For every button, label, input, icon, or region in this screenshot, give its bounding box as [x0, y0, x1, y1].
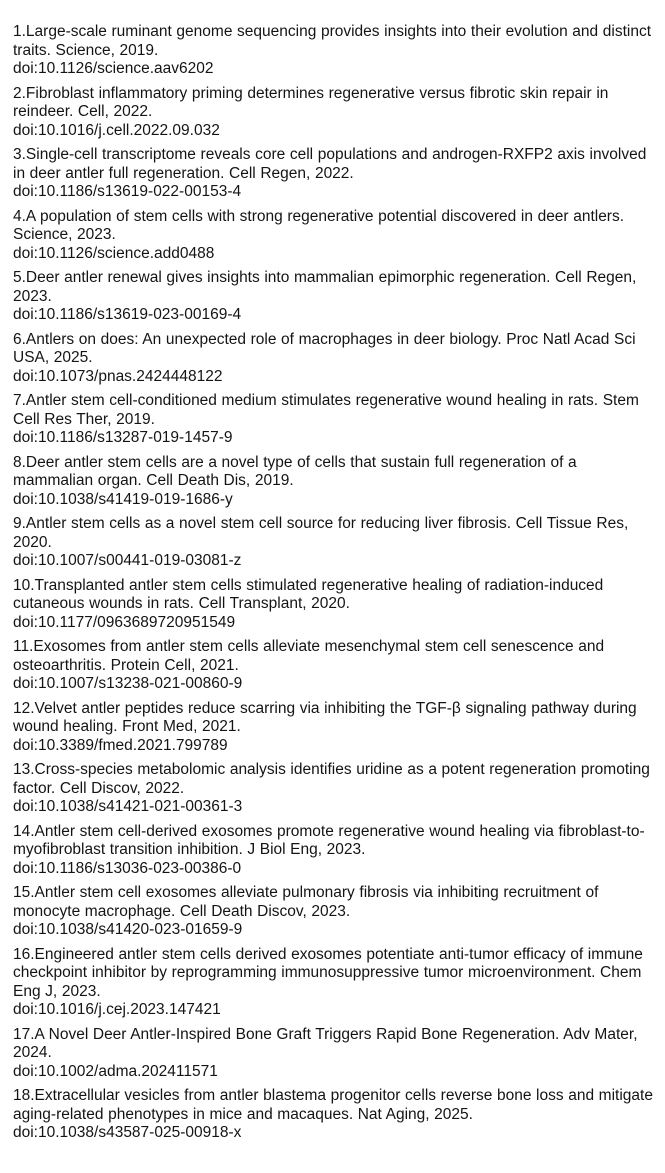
reference-citation: 14.Antler stem cell-derived exosomes promote regenerative wound healing via fibroblast-to-myofibroblast transition inhibition. J Biol Eng, 2023.	[13, 822, 645, 858]
reference-doi: doi:10.3389/fmed.2021.799789	[13, 736, 228, 754]
reference-doi: doi:10.1186/s13036-023-00386-0	[13, 859, 242, 877]
reference-item	[13, 946, 655, 1020]
reference-citation: 7.Antler stem cell-conditioned medium stimulates regenerative wound healing in rats. Stem Cell Res Ther, 2019.	[13, 392, 639, 428]
reference-citation: 4.A population of stem cells with strong regenerative potential discovered in deer antlers. Science, 2023.	[13, 207, 625, 243]
reference-citation: 13.Cross-species metabolomic analysis identifies uridine as a potent regeneration promoting factor. Cell Discov, 2022.	[13, 761, 650, 797]
reference-doi: doi:10.1038/s41420-023-01659-9	[13, 921, 243, 938]
reference-item	[13, 823, 655, 879]
reference-item	[13, 1087, 655, 1143]
reference-item	[13, 85, 655, 141]
reference-citation: 1.Large-scale ruminant genome sequencing provides insights into their evolution and distinct traits. Science, 2019.	[13, 23, 652, 59]
reference-citation: 16.Engineered antler stem cells derived exosomes potentiate anti-tumor efficacy of immune checkpoint inhibitor by reprogramming immunosuppressive tumor microenvironment. Chem Eng J, 2023.	[13, 945, 643, 1000]
reference-item	[13, 23, 655, 79]
reference-doi: doi:10.1186/s13619-022-00153-4	[13, 183, 242, 200]
reference-doi: doi:10.1038/s41419-019-1686-y	[13, 490, 233, 508]
reference-doi: doi:10.1002/adma.202411571	[13, 1062, 218, 1080]
reference-doi: doi:10.1126/science.aav6202	[13, 60, 214, 77]
reference-citation: 3.Single-cell transcriptome reveals core cell populations and androgen-RXFP2 axis involved in deer antler full regeneration. Cell Regen, 2022.	[13, 146, 647, 182]
reference-item	[13, 454, 655, 510]
reference-item	[13, 638, 655, 694]
reference-doi: doi:10.1186/s13287-019-1457-9	[13, 429, 233, 446]
reference-doi: doi:10.1186/s13619-023-00169-4	[13, 306, 242, 323]
reference-item	[13, 884, 655, 940]
reference-item	[13, 700, 655, 756]
reference-citation: 6.Antlers on does: An unexpected role of macrophages in deer biology. Proc Natl Acad Sci USA, 2025.	[13, 330, 636, 366]
reference-item	[13, 269, 655, 325]
reference-item	[13, 1026, 655, 1082]
reference-doi: doi:10.1177/0963689720951549	[13, 613, 236, 631]
reference-item	[13, 761, 655, 817]
reference-citation: 10.Transplanted antler stem cells stimulated regenerative healing of radiation-induced cutaneous wounds in rats. Cell Transplant, 2020.	[13, 576, 604, 612]
reference-doi: doi:10.1038/s41421-021-00361-3	[13, 798, 243, 815]
reference-item	[13, 146, 655, 202]
reference-doi: doi:10.1007/s13238-021-00860-9	[13, 675, 243, 692]
reference-item	[13, 515, 655, 571]
reference-item	[13, 577, 655, 633]
reference-item	[13, 208, 655, 264]
reference-doi: doi:10.1016/j.cell.2022.09.032	[13, 121, 220, 139]
reference-citation: 17.A Novel Deer Antler-Inspired Bone Graft Triggers Rapid Bone Regeneration. Adv Mater, 2024.	[13, 1025, 638, 1061]
reference-citation: 18.Extracellular vesicles from antler blastema progenitor cells reverse bone loss and mitigate aging-related phenotypes in mice and macaques. Nat Aging, 2025.	[13, 1087, 653, 1123]
reference-citation: 2.Fibroblast inflammatory priming determines regenerative versus fibrotic skin repair in reindeer. Cell, 2022.	[13, 84, 609, 120]
reference-citation: 8.Deer antler stem cells are a novel type of cells that sustain full regeneration of a mammalian organ. Cell Death Dis, 2019.	[13, 453, 577, 489]
reference-citation: 15.Antler stem cell exosomes alleviate pulmonary fibrosis via inhibiting recruitment of monocyte macrophage. Cell Death Discov, 2023.	[13, 884, 599, 920]
reference-citation: 12.Velvet antler peptides reduce scarring via inhibiting the TGF-β signaling pathway during wound healing. Front Med, 2021.	[13, 699, 637, 735]
reference-doi: doi:10.1073/pnas.2424448122	[13, 367, 223, 385]
reference-item	[13, 392, 655, 448]
reference-doi: doi:10.1007/s00441-019-03081-z	[13, 552, 242, 569]
reference-item	[13, 331, 655, 387]
reference-citation: 5.Deer antler renewal gives insights into mammalian epimorphic regeneration. Cell Regen, 2023.	[13, 269, 637, 305]
reference-doi: doi:10.1016/j.cej.2023.147421	[13, 1001, 221, 1018]
reference-doi: doi:10.1126/science.add0488	[13, 244, 215, 262]
reference-doi: doi:10.1038/s43587-025-00918-x	[13, 1124, 242, 1141]
reference-citation: 11.Exosomes from antler stem cells alleviate mesenchymal stem cell senescence and osteoarthritis. Protein Cell, 2021.	[13, 638, 605, 674]
reference-citation: 9.Antler stem cells as a novel stem cell source for reducing liver fibrosis. Cell Tissue Res, 2020.	[13, 515, 629, 551]
